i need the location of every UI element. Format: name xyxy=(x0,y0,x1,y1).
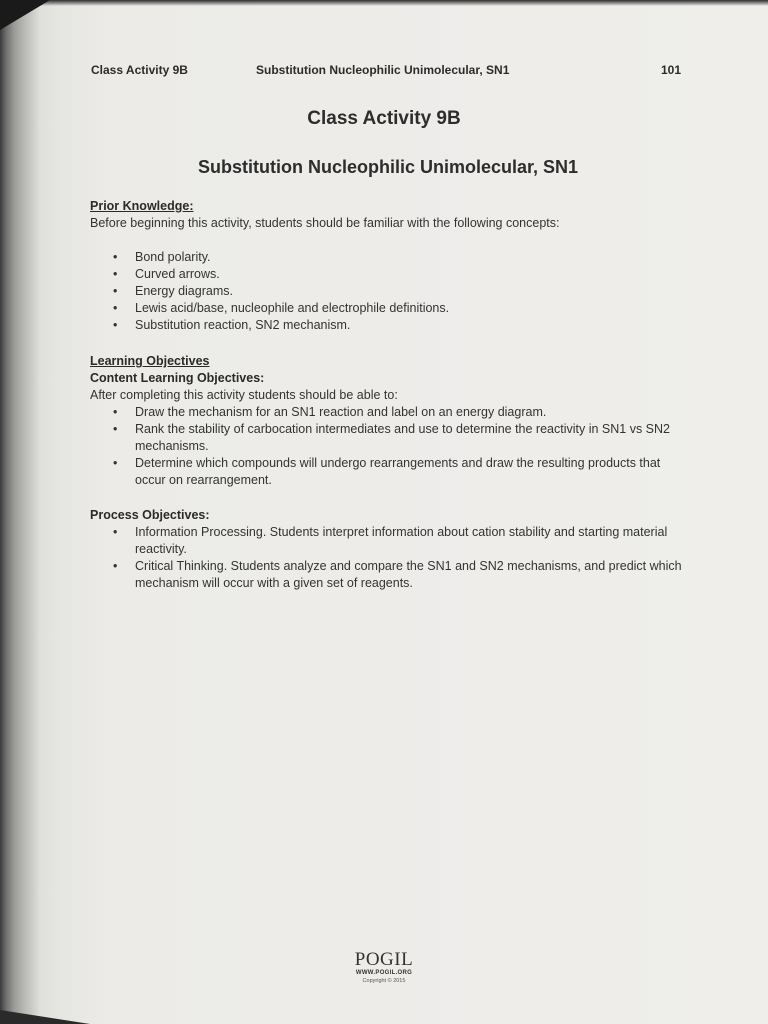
list-item xyxy=(90,283,690,300)
top-edge-shadow xyxy=(0,0,768,6)
learning-objectives-heading: Learning Objectives xyxy=(90,354,210,368)
footer-url: WWW.POGIL.ORG xyxy=(355,970,413,976)
list-item xyxy=(90,421,690,455)
prior-knowledge-list xyxy=(90,249,690,334)
book-spine-shadow xyxy=(0,0,40,1024)
corner-shadow-top-left xyxy=(0,0,50,30)
bullet-glyph: • xyxy=(113,559,118,573)
list-item-text: Determine which compounds will undergo rearrangements and draw the resulting products that occur on rearrangement. xyxy=(135,456,661,487)
list-item xyxy=(90,317,690,334)
header-activity-label: Class Activity 9B xyxy=(91,63,188,77)
bullet-glyph: • xyxy=(113,456,118,470)
bullet-glyph: • xyxy=(113,301,118,315)
list-item-text: Curved arrows. xyxy=(135,267,220,281)
list-item-text: Substitution reaction, SN2 mechanism. xyxy=(135,318,351,332)
pogil-logo: POGIL xyxy=(354,949,414,970)
bullet-glyph: • xyxy=(113,405,118,419)
prior-knowledge-intro: Before beginning this activity, students should be familiar with the following concepts: xyxy=(90,216,560,230)
list-item-text: Rank the stability of carbocation intermediates and use to determine the reactivity in SN1 vs SN2 mechanisms. xyxy=(135,422,670,453)
list-item xyxy=(90,455,690,489)
list-item-text: Draw the mechanism for an SN1 reaction and label on an energy diagram. xyxy=(135,405,547,419)
list-item xyxy=(90,249,690,266)
bullet-glyph: • xyxy=(113,525,118,539)
process-objectives-heading: Process Objectives: xyxy=(90,508,210,522)
page-subtitle: Substitution Nucleophilic Unimolecular, SN1 xyxy=(197,157,579,177)
list-item-text: Critical Thinking. Students analyze and compare the SN1 and SN2 mechanisms, and predict which mechanism will occur with a given set of reagents. xyxy=(135,559,682,590)
footer-branding xyxy=(342,950,426,985)
list-item-text: Bond polarity. xyxy=(135,250,211,264)
bullet-glyph: • xyxy=(113,267,118,281)
page-number: 101 xyxy=(660,63,681,77)
bullet-glyph: • xyxy=(113,284,118,298)
content-objectives-heading: Content Learning Objectives: xyxy=(90,371,265,385)
bullet-glyph: • xyxy=(113,422,118,436)
learning-objectives-intro: After completing this activity students should be able to: xyxy=(90,388,398,402)
main-content xyxy=(90,198,690,592)
running-header xyxy=(91,63,681,81)
footer-copyright: Copyright © 2015 xyxy=(362,978,406,984)
list-item-text: Lewis acid/base, nucleophile and electrophile definitions. xyxy=(135,301,450,315)
list-item-text: Information Processing. Students interpret information about cation stability and starting material reactivity. xyxy=(135,525,668,556)
bullet-glyph: • xyxy=(113,318,118,332)
content-objectives-list xyxy=(90,404,690,489)
header-topic-label: Substitution Nucleophilic Unimolecular, SN1 xyxy=(256,63,510,77)
list-item-text: Energy diagrams. xyxy=(135,284,233,298)
list-item xyxy=(90,524,690,558)
process-objectives-list xyxy=(90,524,690,592)
corner-shadow-bottom-left xyxy=(0,1010,90,1024)
prior-knowledge-heading: Prior Knowledge: xyxy=(90,199,194,213)
list-item xyxy=(90,558,690,592)
bullet-glyph: • xyxy=(113,250,118,264)
list-item xyxy=(90,266,690,283)
page-title: Class Activity 9B xyxy=(307,108,461,129)
list-item xyxy=(90,300,690,317)
list-item xyxy=(90,404,690,421)
